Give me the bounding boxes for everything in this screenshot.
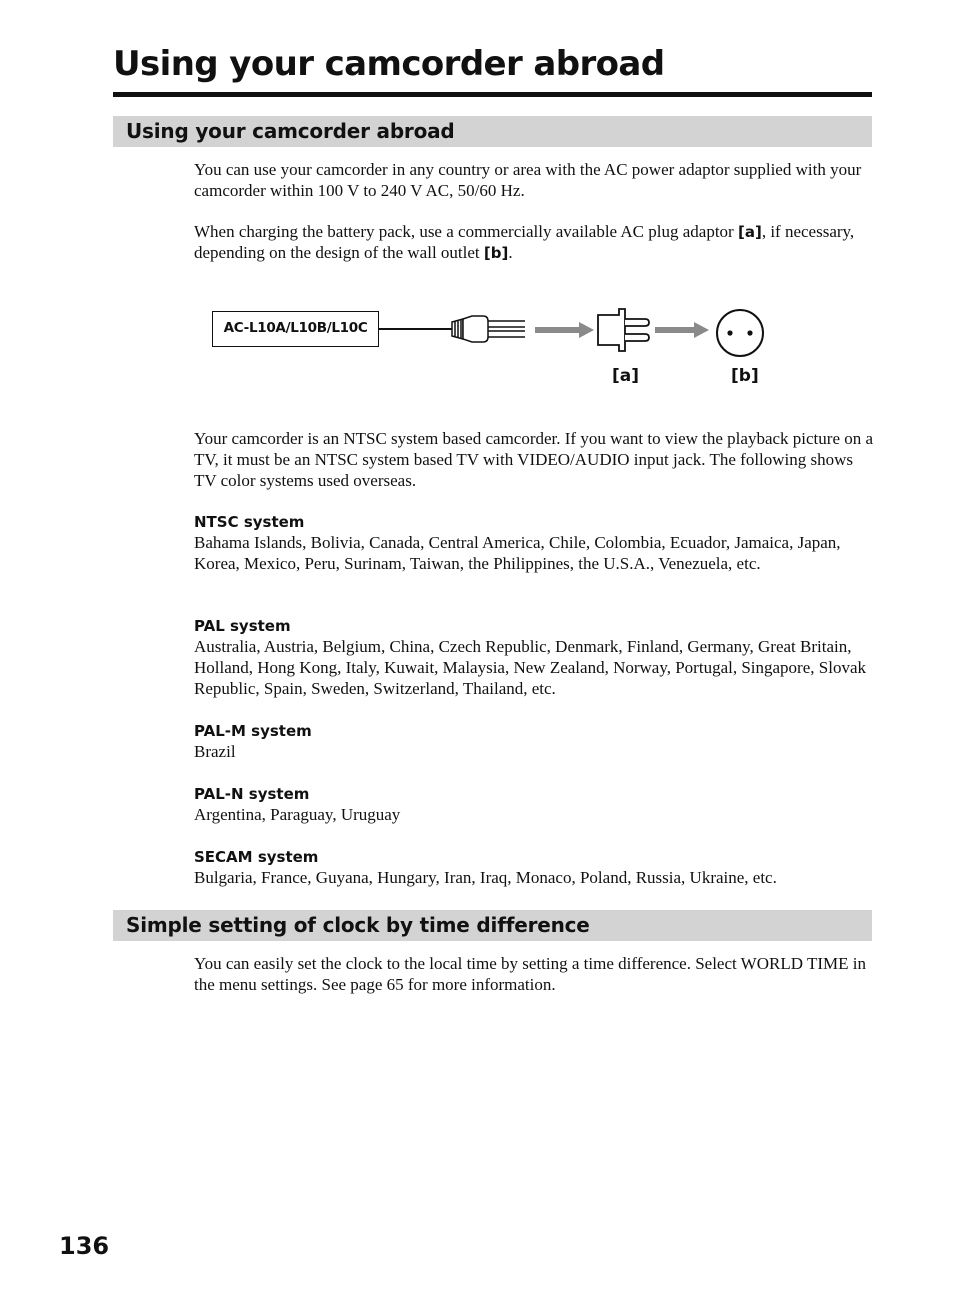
page-title: Using your camcorder abroad: [113, 44, 665, 84]
ntsc-system-title: NTSC system: [194, 513, 305, 531]
pal-n-countries: Argentina, Paraguay, Uruguay: [194, 805, 401, 824]
paragraph-text: .: [508, 242, 513, 262]
world-time-paragraph: You can easily set the clock to the local time by setting a time difference. Select WORLD TIME in the menu settings. See page 65 for more information.: [194, 954, 866, 994]
ref-b: [b]: [483, 243, 509, 262]
paragraph-text: , if necessary, depending on the design of the wall outlet: [194, 222, 855, 262]
secam-system-title: SECAM system: [194, 848, 319, 866]
pal-n-system-title: PAL-N system: [194, 785, 310, 803]
pal-system-title: PAL system: [194, 617, 291, 635]
plug-adaptor-paragraph: [194, 222, 874, 264]
section-header-camcorder-abroad: [113, 116, 872, 147]
adaptor-model-label: AC-L10A/L10B/L10C: [212, 311, 379, 347]
plug-diagram-graphic: [205, 300, 785, 400]
title-rule: [113, 92, 872, 97]
plug-adaptor-diagram: [205, 300, 785, 400]
section-heading: Simple setting of clock by time difference: [126, 913, 590, 937]
page-number: 136: [59, 1232, 110, 1260]
paragraph-text: When charging the battery pack, use a commercially available AC plug adaptor: [194, 222, 738, 241]
power-adaptor-paragraph: You can use your camcorder in any country or area with the AC power adaptor supplied with your camcorder within 100 V to 240 V AC, 50/60 Hz.: [194, 160, 862, 200]
wall-outlet-icon: [717, 310, 763, 356]
plug-adaptor-icon: [598, 309, 649, 351]
pal-countries: Australia, Austria, Belgium, China, Czech Republic, Denmark, Finland, Germany, Great Britain, Holland, Hong Kong, Italy, Kuwait, Malaysia, New Zealand, Norway, Portugal, Singapore, Slovak Republic, Spain, Sweden, Switzerland, Thailand, etc.: [194, 637, 866, 698]
label-a: [a]: [612, 366, 640, 386]
ntsc-countries: Bahama Islands, Bolivia, Canada, Central America, Chile, Colombia, Ecuador, Jamaica, Japan, Korea, Mexico, Peru, Surinam, Taiwan, the Philippines, the U.S.A., Venezuela, etc.: [194, 533, 841, 573]
section-heading: Using your camcorder abroad: [126, 119, 455, 143]
label-b: [b]: [731, 366, 759, 386]
power-plug-icon: [452, 316, 525, 342]
pal-m-system-title: PAL-M system: [194, 722, 312, 740]
ntsc-intro-paragraph: Your camcorder is an NTSC system based camcorder. If you want to view the playback picture on a TV, it must be an NTSC system based TV with VIDEO/AUDIO input jack. The following shows TV color systems used overseas.: [194, 429, 874, 490]
secam-countries: Bulgaria, France, Guyana, Hungary, Iran, Iraq, Monaco, Poland, Russia, Ukraine, etc.: [194, 868, 777, 887]
arrow-icon: [655, 322, 709, 338]
arrow-icon: [535, 322, 594, 338]
pal-m-countries: Brazil: [194, 742, 236, 761]
section-header-clock-setting: [113, 910, 872, 941]
ref-a: [a]: [737, 223, 762, 241]
